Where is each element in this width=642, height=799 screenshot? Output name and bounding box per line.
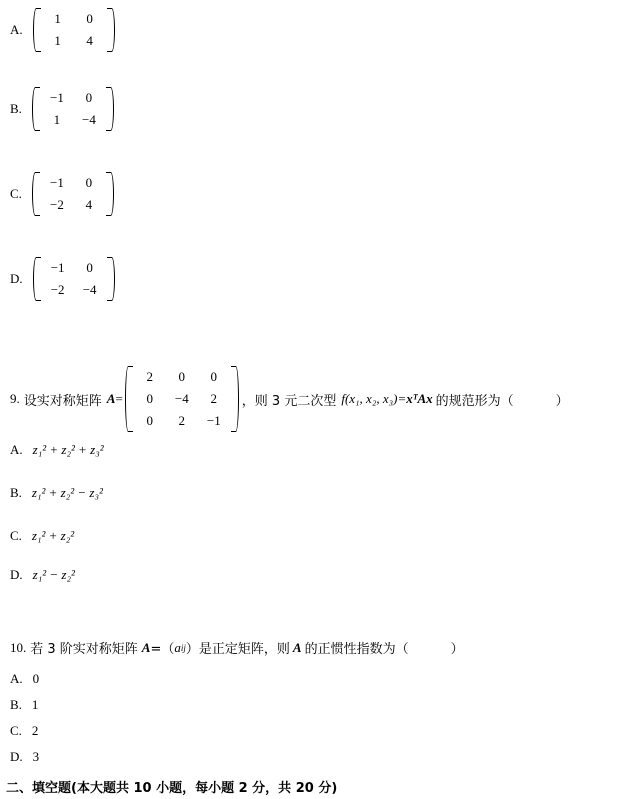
choice-a-label: A. <box>10 22 23 37</box>
choice-a-label: A. <box>10 671 23 686</box>
matrix-variable-a-2: A <box>292 639 302 655</box>
question-9-text-3: 的规范形为（ <box>435 393 514 409</box>
matrix-cell: 0 <box>178 369 186 384</box>
choice-b-label: B. <box>10 697 22 712</box>
matrix-cell: 1 <box>53 112 61 127</box>
choice-a-matrix <box>33 8 115 52</box>
matrix-cell: 0 <box>85 175 93 190</box>
question-10-close-paren: ） <box>185 642 199 657</box>
choice-d-expression: z₁² − z₂² <box>32 567 75 582</box>
choice-d-q8[interactable] <box>10 257 115 301</box>
matrix-cell: 2 <box>178 413 186 428</box>
choice-c-value: 2 <box>31 723 39 738</box>
equals-sign: = <box>115 391 123 406</box>
question-10-answer-blank[interactable]: ） <box>450 642 469 657</box>
matrix-entry-subscript: ij <box>180 642 186 653</box>
question-9-stem <box>10 366 573 432</box>
matrix-cell: −4 <box>174 391 189 406</box>
section-two-heading: 二、填空题(本大题共 10 小题，每小题 2 分，共 20 分) <box>6 781 338 796</box>
choice-c-label: C. <box>10 186 22 201</box>
matrix-cell: −1 <box>206 413 221 428</box>
question-10-text-2: 是正定矩阵，则 <box>198 642 290 657</box>
choice-d-label: D. <box>10 749 23 764</box>
question-9-expression: xᵀAx <box>406 391 433 406</box>
question-9-text-2: ，则 3 元二次型 <box>241 393 337 409</box>
question-9-text-1: 设实对称矩阵 <box>23 393 102 409</box>
question-9-answer-blank[interactable]: ） <box>555 393 574 409</box>
choice-d-label: D. <box>10 271 23 286</box>
choice-b-label: B. <box>10 485 22 500</box>
choice-c-q9[interactable] <box>10 528 74 544</box>
choice-d-q10[interactable] <box>10 749 39 765</box>
matrix-cell: 0 <box>146 391 154 406</box>
choice-d-label: D. <box>10 567 23 582</box>
choice-a-q9[interactable] <box>10 442 104 458</box>
choice-d-matrix <box>33 257 115 301</box>
choice-c-expression: z₁² + z₂² <box>31 528 75 543</box>
choice-b-q8[interactable] <box>10 87 114 131</box>
matrix-cell: −1 <box>50 260 65 275</box>
matrix-cell: 4 <box>86 33 93 48</box>
question-9-function: f(x₁, x₂, x₃)= <box>341 391 407 406</box>
matrix-cell: −4 <box>82 112 96 127</box>
matrix-cell: −1 <box>50 175 64 190</box>
matrix-cell: 2 <box>210 391 218 406</box>
choice-a-q10[interactable] <box>10 671 39 687</box>
matrix-cell: 4 <box>85 197 93 212</box>
choice-c-q8[interactable] <box>10 172 114 216</box>
question-10-text-1: 若 3 阶实对称矩阵 <box>30 642 138 657</box>
matrix-cell: 0 <box>86 11 93 26</box>
question-10-number: 10. <box>10 639 27 655</box>
matrix-cell: 0 <box>210 369 218 384</box>
matrix-cell: 2 <box>146 369 154 384</box>
matrix-cell: −1 <box>50 90 64 105</box>
choice-d-q9[interactable] <box>10 567 75 583</box>
question-10-text-3: 的正惯性指数为（ <box>304 642 409 657</box>
matrix-entry-a: a <box>174 639 181 655</box>
matrix-cell: −2 <box>50 282 65 297</box>
choice-b-q9[interactable] <box>10 485 103 501</box>
matrix-cell: −4 <box>82 282 97 297</box>
choice-b-q10[interactable] <box>10 697 38 713</box>
choice-b-expression: z₁² + z₂² − z₃² <box>31 485 103 500</box>
question-10-stem <box>10 638 468 657</box>
matrix-cell: −2 <box>50 197 64 212</box>
matrix-cell: 1 <box>54 11 61 26</box>
question-9-number: 9. <box>10 391 20 406</box>
matrix-variable-a: A <box>141 639 151 655</box>
choice-b-label: B. <box>10 101 22 116</box>
choice-c-matrix <box>32 172 114 216</box>
matrix-cell: 0 <box>85 90 93 105</box>
choice-a-label: A. <box>10 442 23 457</box>
matrix-cell: 0 <box>86 260 93 275</box>
choice-a-expression: z₁² + z₂² + z₃² <box>32 442 104 457</box>
choice-b-matrix <box>32 87 114 131</box>
question-9-matrix <box>125 366 239 432</box>
choice-c-label: C. <box>10 723 22 738</box>
choice-c-q10[interactable] <box>10 723 38 739</box>
choice-b-value: 1 <box>31 697 39 712</box>
choice-a-value: 0 <box>32 671 40 686</box>
matrix-cell: 1 <box>54 33 61 48</box>
choice-c-label: C. <box>10 528 22 543</box>
matrix-cell: 0 <box>146 413 154 428</box>
question-10-equals: =（ <box>150 642 175 657</box>
choice-a-q8[interactable] <box>10 8 115 52</box>
matrix-variable-a: A <box>106 391 116 406</box>
choice-d-value: 3 <box>32 749 40 764</box>
